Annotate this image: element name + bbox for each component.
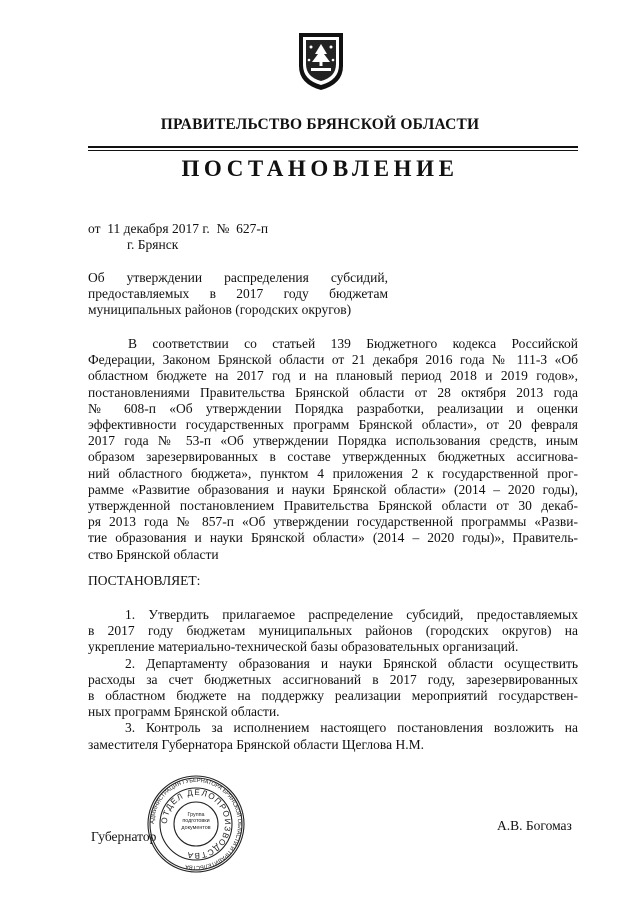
- official-stamp: [146, 774, 246, 874]
- item-1-line: в 2017 году бюджетам муниципальных районов (городских округов) на: [88, 623, 578, 639]
- header-rule-thick: [88, 146, 578, 148]
- item-2-line: 2. Департаменту образования и науки Брянской области осуществить: [125, 655, 578, 671]
- signatory-position: Губернатор: [91, 829, 157, 844]
- preamble-line: Федерации, Законом Брянской области от 21 декабря 2016 года № 111-З «Об: [88, 352, 578, 368]
- stamp-outer-text: АДМИНИСТРАЦИЯ ГУБЕРНАТОРА БРЯНСКОЙ ОБЛАСТИ И ПРАВИТЕЛЬСТВА: [149, 777, 243, 871]
- subject-line: муниципальных районов (городских округов): [88, 302, 352, 318]
- preamble-line: эффективности государственных программ Брянской области», от 20 февраля: [88, 417, 578, 433]
- organization-name: ПРАВИТЕЛЬСТВО БРЯНСКОЙ ОБЛАСТИ: [160, 116, 480, 133]
- preamble-paragraph: [88, 336, 578, 563]
- subject-line: предоставляемых в 2017 году бюджетам: [88, 286, 388, 302]
- preamble-line: ря 2013 года № 857-п «Об утверждении государственной программы «Разви-: [88, 514, 578, 530]
- item-1-line: 1. Утвердить прилагаемое распределение субсидий, предоставляемых: [125, 607, 578, 622]
- item-2-line: в областном бюджете на поддержку реализации мероприятий государствен-: [88, 688, 578, 704]
- document-subject: [88, 270, 388, 319]
- stamp-center-text: Группа подготовки документов: [181, 812, 211, 831]
- signatory-name: А.В. Богомаз: [497, 818, 572, 833]
- item-2-line: расходы за счет бюджетных ассигнований в 2017 году, зарезервированных: [88, 671, 578, 687]
- resolve-heading: ПОСТАНОВЛЯЕТ:: [88, 573, 201, 588]
- preamble-line: рамме «Развитие образования и науки Брянской области» (2014 – 2020 годы),: [88, 481, 578, 497]
- preamble-line: образом зарезервированных в составе утвержденных бюджетных ассигнова-: [88, 449, 578, 465]
- preamble-line: областном бюджете на 2017 год и на плановый период 2018 и 2019 годов»,: [88, 368, 578, 384]
- header-rule-thin: [88, 150, 578, 151]
- coat-of-arms-icon: [296, 30, 346, 92]
- preamble-line: тие образования и науки Брянской области» (2014 – 2020 годы)», Правитель-: [88, 530, 578, 546]
- preamble-line: В соответствии со статьей 139 Бюджетного кодекса Российской: [128, 336, 578, 351]
- subject-line: Об утверждении распределения субсидий,: [88, 270, 388, 285]
- document-type-title: ПОСТАНОВЛЕНИЕ: [181, 156, 459, 181]
- preamble-line: 2017 года № 53-п «Об утверждении Порядка использования средств, иным: [88, 433, 578, 449]
- preamble-line: постановлениями Правительства Брянской области от 28 октября 2013 года: [88, 384, 578, 400]
- preamble-line: утвержденной постановлением Правительства Брянской области от 30 декаб-: [88, 498, 578, 514]
- preamble-line: ство Брянской области: [88, 546, 219, 562]
- resolution-items: [88, 607, 578, 753]
- item-3-line: заместителя Губернатора Брянской области Щеглова Н.М.: [88, 736, 424, 752]
- city: г. Брянск: [127, 237, 179, 252]
- preamble-line: ний областного бюджета», пунктом 4 приложения 2 к государственной прог-: [88, 465, 578, 481]
- preamble-line: № 608-п «Об утверждении Порядка разработки, реализации и оценки: [88, 400, 578, 416]
- stamp-inner-text: ОТДЕЛ ДЕЛОПРОИЗВОДСТВА: [159, 787, 233, 861]
- item-3-line: 3. Контроль за исполнением настоящего постановления возложить на: [125, 720, 578, 736]
- item-2-line: ных программ Брянской области.: [88, 704, 280, 720]
- item-1-line: укрепление материально-технической базы образовательных организаций.: [88, 639, 519, 655]
- date-and-number: от 11 декабря 2017 г. № 627-п: [88, 221, 269, 236]
